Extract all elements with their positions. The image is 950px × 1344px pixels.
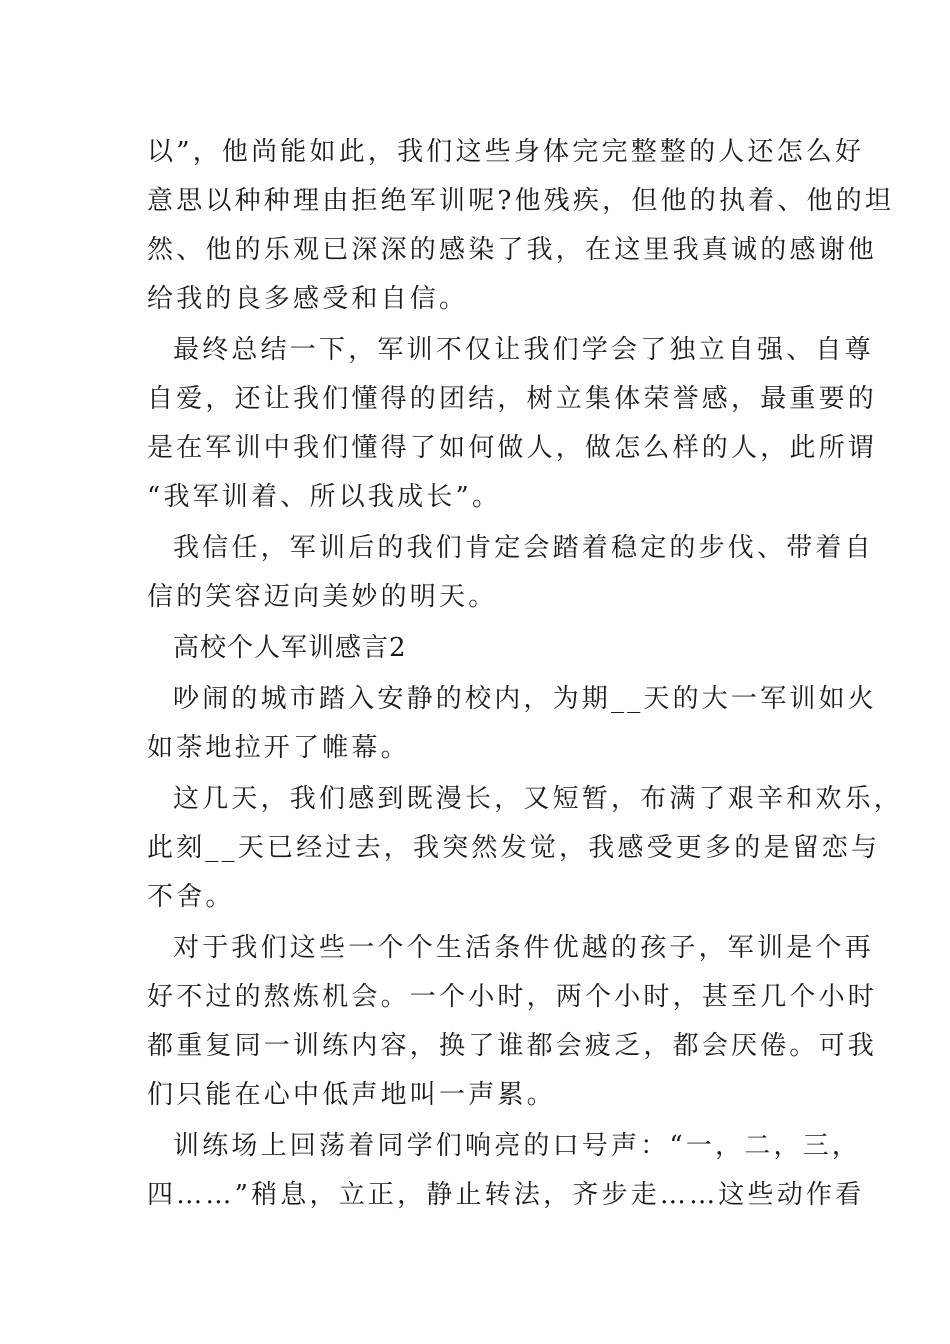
- text-line: 吵闹的城市踏入安静的校内，为期__天的大一军训如火: [173, 684, 878, 714]
- text-line: 好不过的熬炼机会。一个小时，两个小时，甚至几个小时: [147, 982, 878, 1012]
- section-heading: 高校个人军训感言2: [173, 633, 407, 663]
- text-line: 以”，他尚能如此，我们这些身体完完整整的人还怎么好: [147, 137, 865, 167]
- text-line: 自爱，还让我们懂得的团结，树立集体荣誉感，最重要的: [147, 384, 878, 414]
- text-line: 最终总结一下，军训不仅让我们学会了独立自强、自尊: [173, 335, 874, 365]
- text-line: 意思以种种理由拒绝军训呢?他残疾，但他的执着、他的坦: [147, 186, 895, 216]
- text-line: 我信任，军训后的我们肯定会踏着稳定的步伐、带着自: [173, 533, 874, 563]
- text-line: 给我的良多感受和自信。: [147, 284, 469, 314]
- text-line: 们只能在心中低声地叫一声累。: [147, 1080, 556, 1110]
- text-line: 然、他的乐观已深深的感染了我，在这里我真诚的感谢他: [147, 235, 878, 265]
- text-line: 此刻__天已经过去，我突然发觉，我感受更多的是留恋与: [147, 833, 881, 863]
- text-line: 信的笑容迈向美妙的明天。: [147, 582, 498, 612]
- text-line: 是在军训中我们懂得了如何做人，做怎么样的人，此所谓: [147, 433, 878, 463]
- text-line: 对于我们这些一个个生活条件优越的孩子，军训是个再: [173, 933, 874, 963]
- text-line: 都重复同一训练内容，换了谁都会疲乏，都会厌倦。可我: [147, 1031, 878, 1061]
- text-line: 这几天，我们感到既漫长，又短暂，布满了艰辛和欢乐，: [173, 784, 904, 814]
- text-line: 训练场上回荡着同学们响亮的口号声：“一，二，三，: [173, 1131, 862, 1161]
- text-line: 如荼地拉开了帷幕。: [147, 733, 410, 763]
- text-line: 四……”稍息，立正，静止转法，齐步走……这些动作看: [147, 1180, 865, 1210]
- text-line: 不舍。: [147, 882, 235, 912]
- text-line: “我军训着、所以我成长”。: [147, 482, 502, 512]
